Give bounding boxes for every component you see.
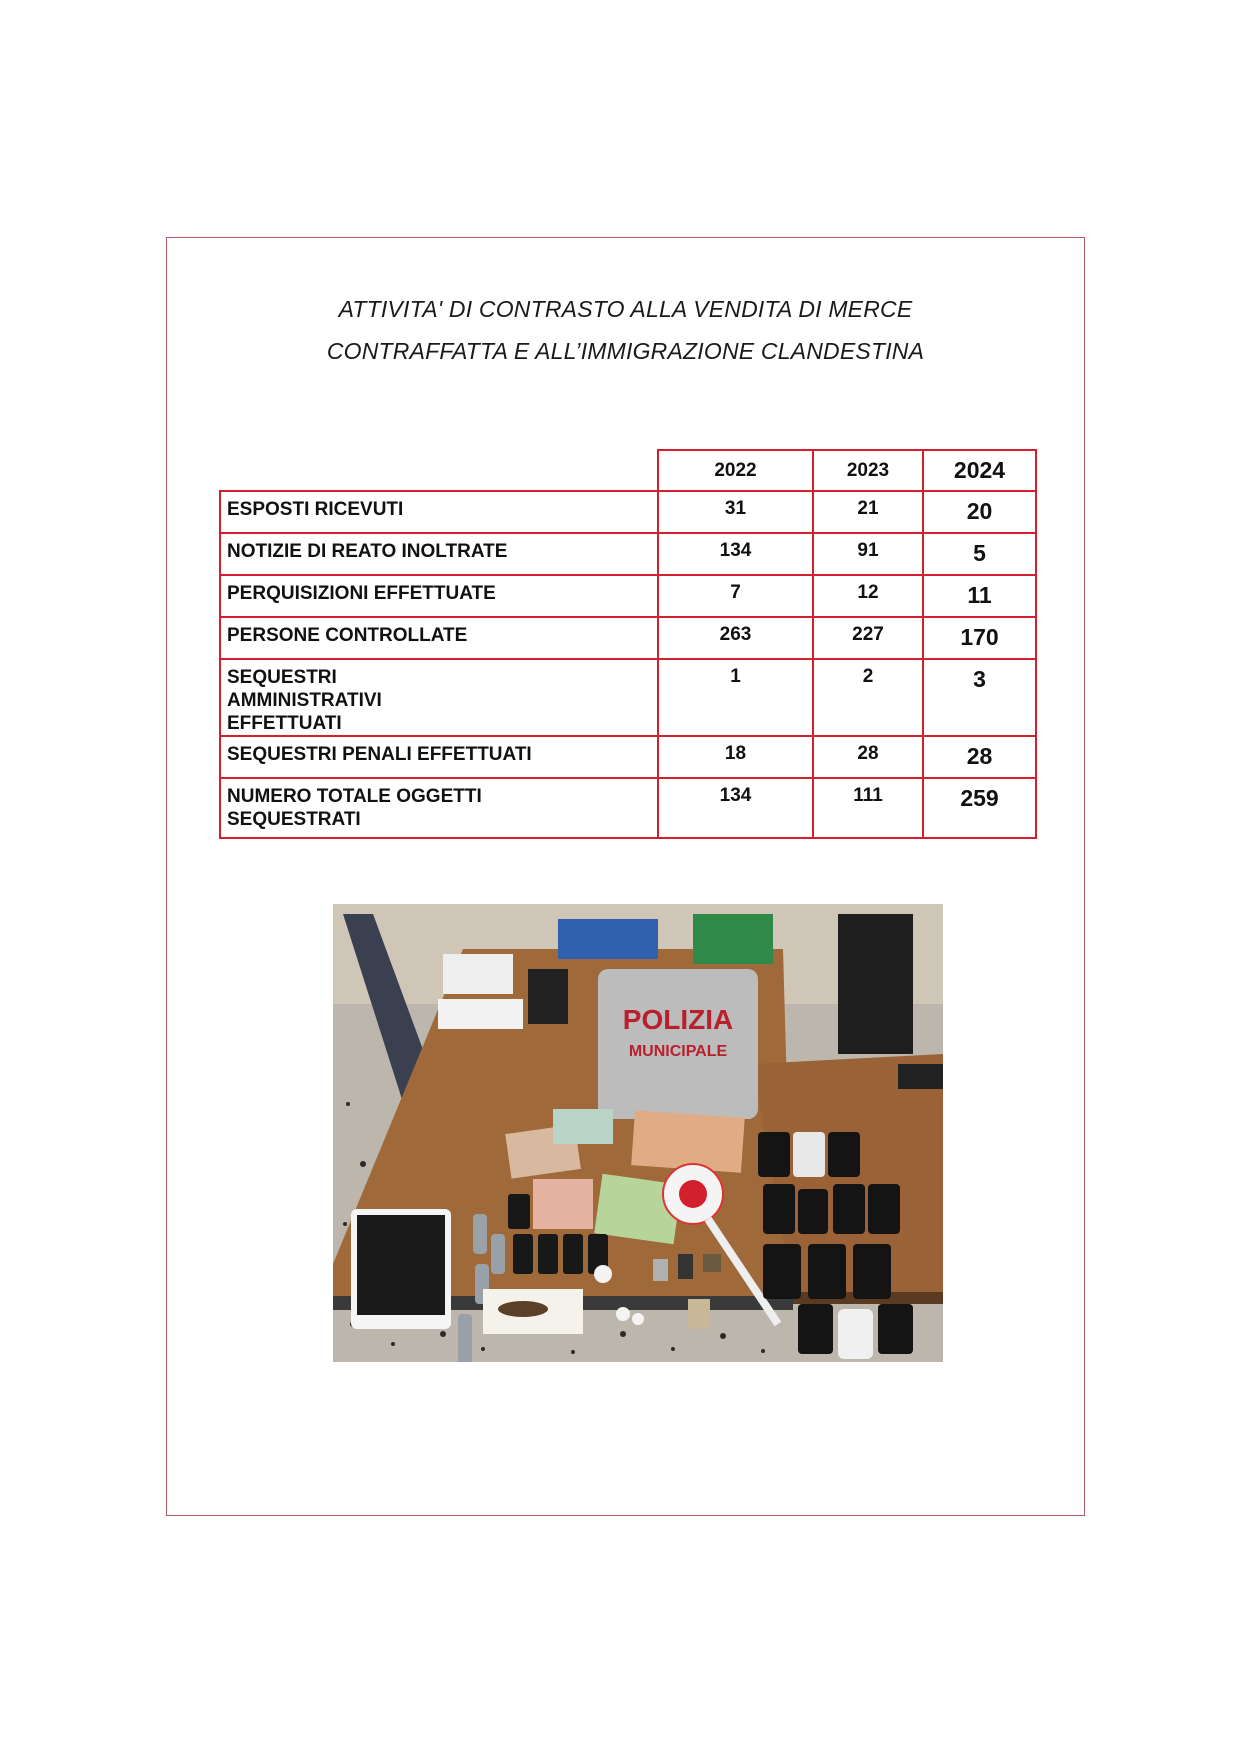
table-row <box>220 736 1036 778</box>
row-label: SEQUESTRI PENALI EFFETTUATI <box>220 736 658 778</box>
table-row <box>220 617 1036 659</box>
cell-2024: 28 <box>923 736 1036 778</box>
row-label: NUMERO TOTALE OGGETTI SEQUESTRATI <box>220 778 658 838</box>
bag-text-municipale: MUNICIPALE <box>628 1043 728 1060</box>
row-label: PERQUISIZIONI EFFETTUATE <box>220 575 658 617</box>
cell-2022: 7 <box>658 575 813 617</box>
cell-2023: 111 <box>813 778 923 838</box>
document-title-line-2: CONTRAFFATTA E ALL’IMMIGRAZIONE CLANDESTINA <box>326 338 925 364</box>
cell-2024: 11 <box>923 575 1036 617</box>
table-header-row <box>220 450 1036 491</box>
cell-2022: 31 <box>658 491 813 533</box>
cell-2024: 3 <box>923 659 1036 736</box>
cell-2022: 263 <box>658 617 813 659</box>
statistics-table <box>219 449 1037 839</box>
cell-2022: 134 <box>658 778 813 838</box>
table-row <box>220 659 1036 736</box>
seized-items-photo <box>333 904 943 1362</box>
cell-2024: 170 <box>923 617 1036 659</box>
row-label: PERSONE CONTROLLATE <box>220 617 658 659</box>
header-year-2024: 2024 <box>923 450 1036 491</box>
table-row <box>220 575 1036 617</box>
cell-2023: 12 <box>813 575 923 617</box>
cell-2024: 5 <box>923 533 1036 575</box>
table-row <box>220 778 1036 838</box>
cell-2022: 1 <box>658 659 813 736</box>
cell-2022: 18 <box>658 736 813 778</box>
header-blank-cell <box>220 450 658 491</box>
row-label: SEQUESTRI AMMINISTRATIVI EFFETTUATI <box>220 659 658 736</box>
cell-2024: 259 <box>923 778 1036 838</box>
cell-2023: 28 <box>813 736 923 778</box>
bag-text-polizia: POLIZIA <box>622 1004 734 1035</box>
cell-2023: 2 <box>813 659 923 736</box>
table-row <box>220 491 1036 533</box>
header-year-2022: 2022 <box>658 450 813 491</box>
cell-2023: 91 <box>813 533 923 575</box>
row-label: NOTIZIE DI REATO INOLTRATE <box>220 533 658 575</box>
cell-2023: 227 <box>813 617 923 659</box>
cell-2024: 20 <box>923 491 1036 533</box>
document-title-line-1: ATTIVITA' DI CONTRASTO ALLA VENDITA DI MERCE <box>338 296 913 322</box>
cell-2022: 134 <box>658 533 813 575</box>
cell-2023: 21 <box>813 491 923 533</box>
row-label: ESPOSTI RICEVUTI <box>220 491 658 533</box>
table-row <box>220 533 1036 575</box>
computer-monitor <box>838 914 913 1054</box>
header-year-2023: 2023 <box>813 450 923 491</box>
